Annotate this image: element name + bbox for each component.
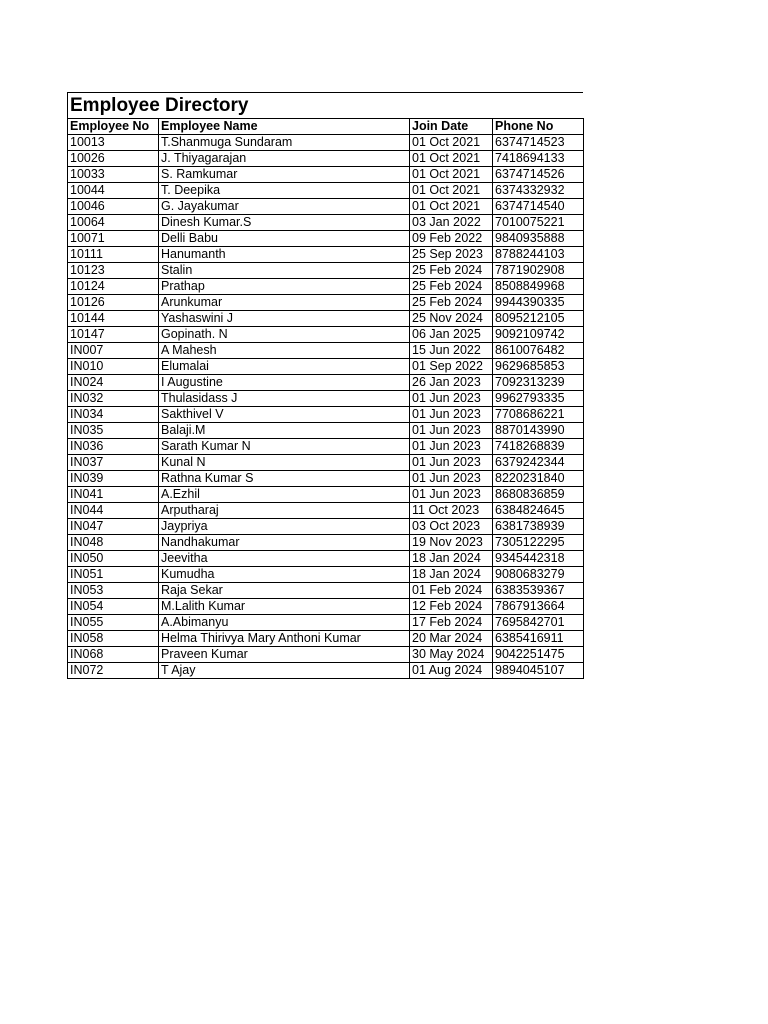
employee-name-cell: Balaji.M (159, 423, 410, 439)
employee-no-cell: 10126 (68, 295, 159, 311)
join-date-cell: 01 Oct 2021 (410, 167, 493, 183)
table-row (68, 391, 584, 407)
table-row (68, 327, 584, 343)
table-row (68, 359, 584, 375)
employee-name-cell: A.Abimanyu (159, 615, 410, 631)
phone-no-cell: 8680836859 (493, 487, 584, 503)
table-row (68, 583, 584, 599)
employee-name-cell: Nandhakumar (159, 535, 410, 551)
employee-no-cell: IN072 (68, 663, 159, 679)
join-date-cell: 17 Feb 2024 (410, 615, 493, 631)
employee-name-cell: S. Ramkumar (159, 167, 410, 183)
employee-no-cell: IN047 (68, 519, 159, 535)
table-row (68, 503, 584, 519)
employee-no-cell: 10147 (68, 327, 159, 343)
employee-name-cell: Jeevitha (159, 551, 410, 567)
employee-no-cell: IN041 (68, 487, 159, 503)
employee-name-cell: Praveen Kumar (159, 647, 410, 663)
employee-name-cell: Thulasidass J (159, 391, 410, 407)
table-row (68, 199, 584, 215)
employee-no-cell: 10124 (68, 279, 159, 295)
table-row (68, 519, 584, 535)
phone-no-cell: 6379242344 (493, 455, 584, 471)
phone-no-cell: 9345442318 (493, 551, 584, 567)
join-date-cell: 01 Sep 2022 (410, 359, 493, 375)
table-row (68, 423, 584, 439)
employee-no-cell: IN051 (68, 567, 159, 583)
employee-no-cell: 10044 (68, 183, 159, 199)
employee-name-cell: Kumudha (159, 567, 410, 583)
join-date-cell: 01 Jun 2023 (410, 471, 493, 487)
join-date-cell: 03 Jan 2022 (410, 215, 493, 231)
employee-no-cell: IN044 (68, 503, 159, 519)
phone-no-cell: 9042251475 (493, 647, 584, 663)
join-date-cell: 09 Feb 2022 (410, 231, 493, 247)
employee-table (67, 118, 584, 679)
phone-no-cell: 9962793335 (493, 391, 584, 407)
employee-no-cell: IN035 (68, 423, 159, 439)
table-row (68, 647, 584, 663)
phone-no-cell: 7708686221 (493, 407, 584, 423)
phone-no-cell: 6381738939 (493, 519, 584, 535)
employee-name-cell: A.Ezhil (159, 487, 410, 503)
employee-name-cell: Hanumanth (159, 247, 410, 263)
phone-no-cell: 7418694133 (493, 151, 584, 167)
employee-no-cell: IN055 (68, 615, 159, 631)
employee-no-cell: 10033 (68, 167, 159, 183)
table-body (68, 135, 584, 679)
employee-no-cell: 10071 (68, 231, 159, 247)
employee-no-cell: IN034 (68, 407, 159, 423)
phone-no-cell: 9092109742 (493, 327, 584, 343)
join-date-cell: 01 Aug 2024 (410, 663, 493, 679)
header-row (68, 119, 584, 135)
employee-name-cell: Kunal N (159, 455, 410, 471)
employee-name-cell: Arunkumar (159, 295, 410, 311)
employee-no-cell: 10144 (68, 311, 159, 327)
table-row (68, 231, 584, 247)
phone-no-cell: 9894045107 (493, 663, 584, 679)
phone-no-cell: 8220231840 (493, 471, 584, 487)
join-date-cell: 01 Jun 2023 (410, 407, 493, 423)
join-date-cell: 12 Feb 2024 (410, 599, 493, 615)
phone-no-cell: 9629685853 (493, 359, 584, 375)
employee-no-cell: IN053 (68, 583, 159, 599)
employee-no-cell: IN032 (68, 391, 159, 407)
phone-no-cell: 6374714540 (493, 199, 584, 215)
phone-no-cell: 8788244103 (493, 247, 584, 263)
table-row (68, 183, 584, 199)
table-row (68, 631, 584, 647)
phone-no-cell: 6385416911 (493, 631, 584, 647)
phone-no-cell: 6374714526 (493, 167, 584, 183)
table-row (68, 263, 584, 279)
page-title: Employee Directory (70, 95, 249, 116)
table-row (68, 615, 584, 631)
phone-no-cell: 9080683279 (493, 567, 584, 583)
table-row (68, 135, 584, 151)
join-date-cell: 03 Oct 2023 (410, 519, 493, 535)
phone-no-cell: 9840935888 (493, 231, 584, 247)
employee-no-cell: 10026 (68, 151, 159, 167)
employee-name-cell: Stalin (159, 263, 410, 279)
phone-no-cell: 7418268839 (493, 439, 584, 455)
table-row (68, 215, 584, 231)
employee-name-cell: Jaypriya (159, 519, 410, 535)
employee-name-cell: T. Deepika (159, 183, 410, 199)
employee-no-cell: 10013 (68, 135, 159, 151)
join-date-cell: 26 Jan 2023 (410, 375, 493, 391)
phone-no-cell: 8610076482 (493, 343, 584, 359)
employee-name-cell: Sakthivel V (159, 407, 410, 423)
phone-no-cell: 6374332932 (493, 183, 584, 199)
table-row (68, 295, 584, 311)
employee-name-cell: Delli Babu (159, 231, 410, 247)
join-date-cell: 20 Mar 2024 (410, 631, 493, 647)
join-date-cell: 01 Jun 2023 (410, 455, 493, 471)
join-date-cell: 30 May 2024 (410, 647, 493, 663)
table-row (68, 247, 584, 263)
phone-no-cell: 7305122295 (493, 535, 584, 551)
table-row (68, 407, 584, 423)
table-row (68, 279, 584, 295)
table-row (68, 535, 584, 551)
column-header-phone-no: Phone No (493, 119, 584, 135)
employee-no-cell: 10111 (68, 247, 159, 263)
phone-no-cell: 7695842701 (493, 615, 584, 631)
table-row (68, 311, 584, 327)
employee-name-cell: Raja Sekar (159, 583, 410, 599)
table-row (68, 487, 584, 503)
phone-no-cell: 6384824645 (493, 503, 584, 519)
employee-no-cell: IN054 (68, 599, 159, 615)
join-date-cell: 01 Oct 2021 (410, 183, 493, 199)
employee-name-cell: Elumalai (159, 359, 410, 375)
phone-no-cell: 8508849968 (493, 279, 584, 295)
employee-no-cell: IN024 (68, 375, 159, 391)
join-date-cell: 11 Oct 2023 (410, 503, 493, 519)
table-row (68, 151, 584, 167)
employee-no-cell: IN036 (68, 439, 159, 455)
employee-name-cell: T Ajay (159, 663, 410, 679)
employee-name-cell: Yashaswini J (159, 311, 410, 327)
join-date-cell: 01 Feb 2024 (410, 583, 493, 599)
employee-no-cell: IN010 (68, 359, 159, 375)
join-date-cell: 01 Oct 2021 (410, 151, 493, 167)
join-date-cell: 25 Sep 2023 (410, 247, 493, 263)
phone-no-cell: 7867913664 (493, 599, 584, 615)
phone-no-cell: 7871902908 (493, 263, 584, 279)
employee-no-cell: 10123 (68, 263, 159, 279)
employee-no-cell: IN050 (68, 551, 159, 567)
phone-no-cell: 9944390335 (493, 295, 584, 311)
phone-no-cell: 8870143990 (493, 423, 584, 439)
join-date-cell: 01 Jun 2023 (410, 423, 493, 439)
phone-no-cell: 7010075221 (493, 215, 584, 231)
join-date-cell: 06 Jan 2025 (410, 327, 493, 343)
join-date-cell: 01 Jun 2023 (410, 391, 493, 407)
join-date-cell: 18 Jan 2024 (410, 567, 493, 583)
employee-no-cell: IN068 (68, 647, 159, 663)
table-row (68, 663, 584, 679)
join-date-cell: 01 Jun 2023 (410, 487, 493, 503)
employee-name-cell: Sarath Kumar N (159, 439, 410, 455)
employee-no-cell: IN037 (68, 455, 159, 471)
phone-no-cell: 6383539367 (493, 583, 584, 599)
table-row (68, 343, 584, 359)
table-row (68, 167, 584, 183)
column-header-employee-name: Employee Name (159, 119, 410, 135)
employee-name-cell: T.Shanmuga Sundaram (159, 135, 410, 151)
employee-no-cell: 10046 (68, 199, 159, 215)
employee-name-cell: I Augustine (159, 375, 410, 391)
employee-no-cell: IN007 (68, 343, 159, 359)
employee-name-cell: Arputharaj (159, 503, 410, 519)
phone-no-cell: 6374714523 (493, 135, 584, 151)
column-header-join-date: Join Date (410, 119, 493, 135)
employee-name-cell: Helma Thirivya Mary Anthoni Kumar (159, 631, 410, 647)
table-row (68, 551, 584, 567)
join-date-cell: 19 Nov 2023 (410, 535, 493, 551)
table-row (68, 375, 584, 391)
employee-no-cell: 10064 (68, 215, 159, 231)
table-row (68, 567, 584, 583)
join-date-cell: 25 Feb 2024 (410, 295, 493, 311)
join-date-cell: 01 Oct 2021 (410, 135, 493, 151)
join-date-cell: 25 Feb 2024 (410, 279, 493, 295)
join-date-cell: 25 Nov 2024 (410, 311, 493, 327)
table-row (68, 599, 584, 615)
employee-name-cell: Rathna Kumar S (159, 471, 410, 487)
employee-name-cell: J. Thiyagarajan (159, 151, 410, 167)
table-row (68, 439, 584, 455)
column-header-employee-no: Employee No (68, 119, 159, 135)
join-date-cell: 18 Jan 2024 (410, 551, 493, 567)
employee-name-cell: Prathap (159, 279, 410, 295)
join-date-cell: 15 Jun 2022 (410, 343, 493, 359)
table-row (68, 471, 584, 487)
employee-name-cell: M.Lalith Kumar (159, 599, 410, 615)
employee-name-cell: Gopinath. N (159, 327, 410, 343)
join-date-cell: 25 Feb 2024 (410, 263, 493, 279)
employee-no-cell: IN058 (68, 631, 159, 647)
employee-directory-sheet (67, 92, 583, 679)
employee-no-cell: IN039 (68, 471, 159, 487)
join-date-cell: 01 Jun 2023 (410, 439, 493, 455)
employee-no-cell: IN048 (68, 535, 159, 551)
phone-no-cell: 7092313239 (493, 375, 584, 391)
title-row (67, 92, 583, 118)
employee-name-cell: A Mahesh (159, 343, 410, 359)
join-date-cell: 01 Oct 2021 (410, 199, 493, 215)
employee-name-cell: G. Jayakumar (159, 199, 410, 215)
phone-no-cell: 8095212105 (493, 311, 584, 327)
table-row (68, 455, 584, 471)
employee-name-cell: Dinesh Kumar.S (159, 215, 410, 231)
